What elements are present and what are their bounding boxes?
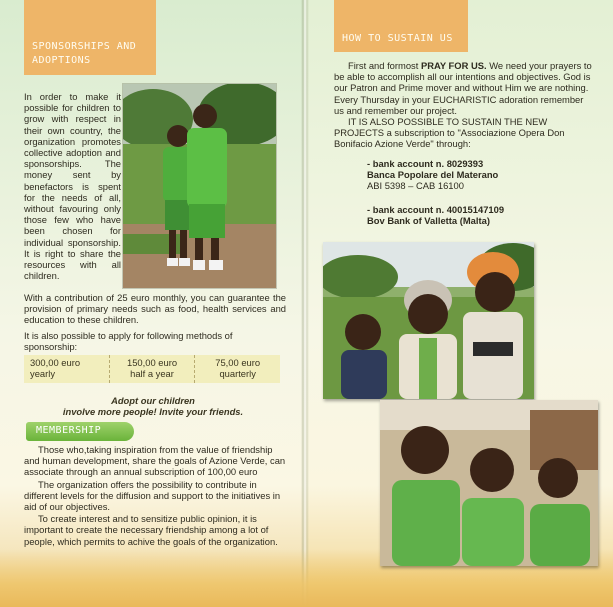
method-amount: 150,00 euro: [126, 357, 178, 368]
bank-account-2: - bank account n. 40015147109: [367, 204, 505, 215]
sponsorship-intro: In order to make it possible for children to grow with respect in their own country, the organization promotes collective adoption and sponsorships. The money sent by benefactors is spent for the needs of all, without favouring only those few who have been chosen for individual sponsorship. It is right to share the resources with all children.: [24, 91, 121, 282]
prayer-intro: First and formost: [348, 60, 421, 71]
method-period: quarterly: [219, 367, 256, 379]
membership-heading: MEMBERSHIP: [26, 422, 134, 441]
bank-details-1: [367, 158, 498, 192]
method-half-year: [109, 355, 195, 383]
method-period: yearly: [30, 367, 56, 379]
adopt-slogan: [24, 395, 282, 417]
prayer-body: We need your prayers to be able to accomplish all our intentions and objectives. God is our Patron and Prime mover and without Him we are nothing. Every Thursday in your EUCHARISTIC adoration remember us and remember our project.: [334, 60, 592, 116]
pray-for-us: PRAY FOR US.: [420, 60, 487, 71]
page-fold: [301, 0, 309, 607]
bank-codes-1: ABI 5398 – CAB 16100: [367, 180, 464, 192]
bank-account-1: - bank account n. 8029393: [367, 158, 484, 169]
photo-three-girls: [323, 242, 534, 399]
method-quarterly: [194, 355, 280, 383]
how-to-sustain-heading: HOW TO SUSTAIN US: [334, 0, 468, 52]
photo-two-boys: [123, 84, 276, 288]
contribution-text: With a contribution of 25 euro monthly, you can guarantee the provision of primary needs such as food, health services and education to these children.: [24, 292, 286, 326]
method-period: half a year: [130, 367, 174, 379]
sponsorship-methods-table: [24, 355, 280, 383]
membership-paragraph-3: To create interest and to sensitize public opinion, it is important to create the necessary friendship among a lot of people, which permits to achive the goals of the organization.: [24, 513, 278, 547]
prayer-paragraph: [334, 60, 594, 116]
membership-paragraph-1: Those who,taking inspiration from the value of friendship and human development, share the goals of Azione Verde, can associate through an annual subscription of 100,00 euro: [24, 444, 286, 478]
membership-text: [24, 444, 286, 548]
membership-paragraph-2: The organization offers the possibility to contribute in different levels for the diffusion and support to the initiatives in aid of our objectives.: [24, 478, 281, 513]
photo-three-children: [380, 400, 598, 566]
projects-paragraph: IT IS ALSO POSSIBLE TO SUSTAIN THE NEW PROJECTS a subscription to "Associazione Opera Don Bonifacio Azione Verde" through:: [334, 116, 565, 150]
method-amount: 300,00 euro: [30, 357, 81, 368]
bank-name-2: Bov Bank of Valletta (Malta): [367, 215, 490, 227]
method-amount: 75,00 euro: [215, 357, 261, 368]
method-yearly: [24, 355, 109, 383]
slogan-line-1: Adopt our children: [111, 395, 195, 406]
sponsorships-heading: SPONSORSHIPS AND ADOPTIONS: [24, 0, 156, 75]
slogan-line-2: involve more people! Invite your friends.: [62, 406, 244, 417]
bank-name-1: Banca Popolare del Materano: [367, 169, 499, 181]
sustain-text: [334, 60, 594, 150]
bank-details-2: [367, 204, 504, 226]
methods-intro: It is also possible to apply for following methods of sponsorship:: [24, 330, 233, 353]
